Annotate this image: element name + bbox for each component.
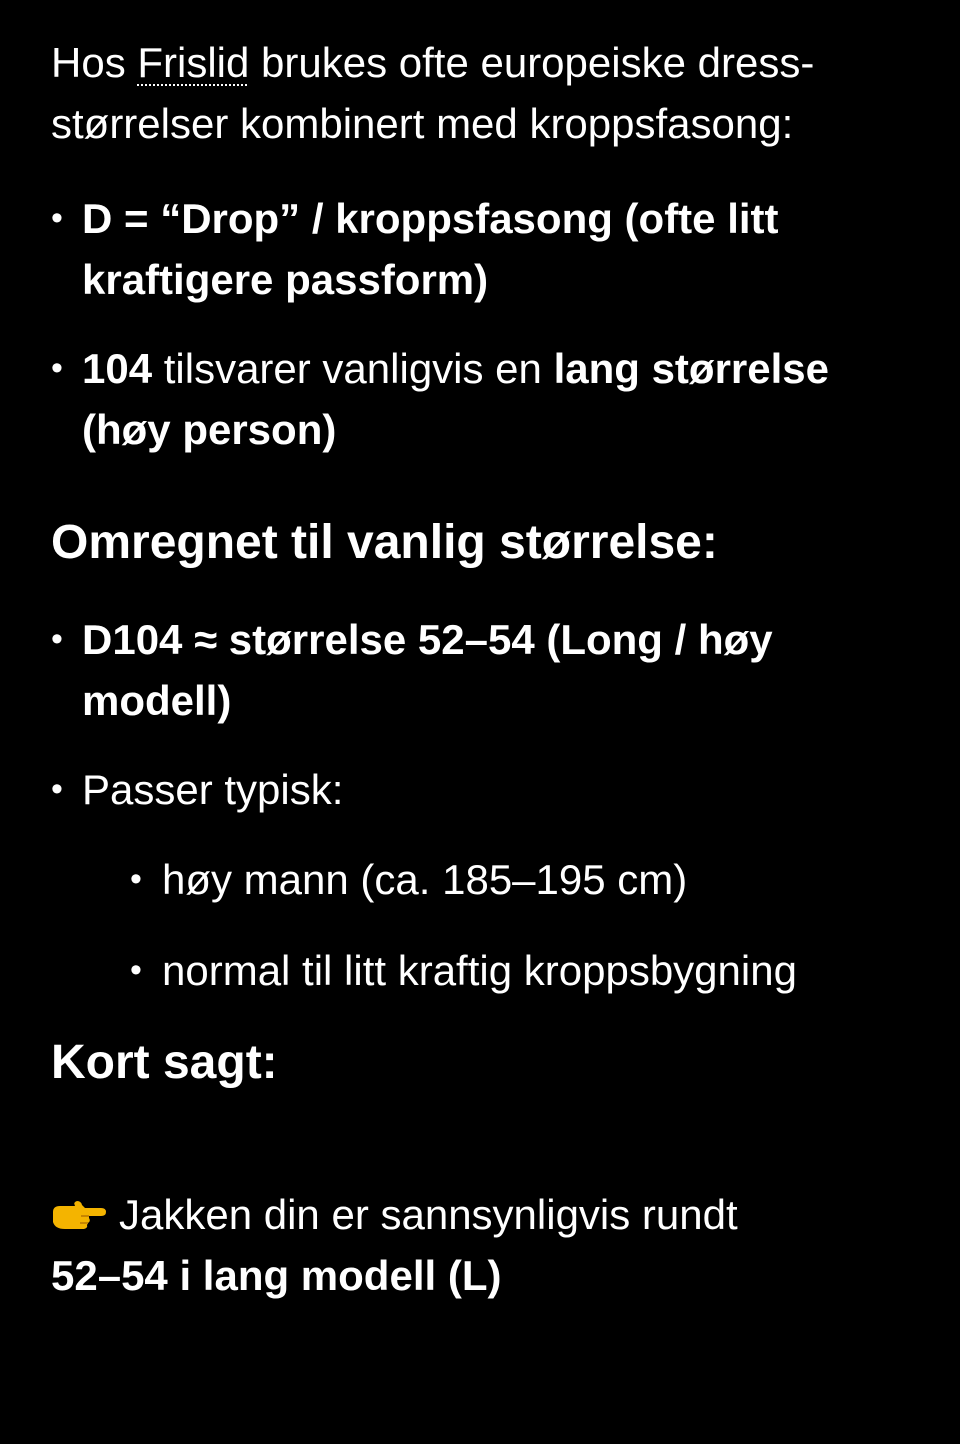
- bullet-icon: •: [51, 199, 63, 237]
- intro-prefix: Hos: [51, 39, 138, 86]
- sub-list-item: [130, 940, 911, 1001]
- list-item-bold-text: lang størrelse (høy person): [82, 345, 830, 453]
- list-item: [51, 338, 911, 460]
- sub-list-item-text: høy mann (ca. 185–195 cm): [162, 856, 688, 903]
- list-item-text: D104 ≈ størrelse 52–54 (Long / høy modell): [82, 616, 773, 724]
- intro-suffix: brukes ofte europeiske dress-størrelser kombinert med kroppsfasong:: [51, 39, 815, 147]
- bullet-icon: •: [51, 349, 63, 387]
- list-item-text: D = “Drop” / kroppsfasong (ofte litt kraftigere passform): [82, 195, 779, 303]
- bullet-icon: •: [130, 951, 142, 989]
- section-heading: Omregnet til vanlig størrelse:: [51, 516, 718, 569]
- list-item-text: tilsvarer vanligvis en: [152, 345, 554, 392]
- brand-link[interactable]: Frislid: [137, 39, 250, 86]
- list-item: [51, 759, 911, 1001]
- pointing-right-hand-icon: [51, 1187, 107, 1221]
- summary-bold-text: 52–54 i lang modell (L): [51, 1252, 502, 1299]
- bullet-icon: •: [51, 620, 63, 658]
- bullet-icon: •: [51, 770, 63, 808]
- intro-paragraph: [51, 32, 911, 154]
- info-list: [51, 188, 911, 460]
- summary-heading: Kort sagt:: [51, 1036, 278, 1089]
- size-number: 104: [82, 345, 153, 392]
- summary-text: Jakken din er sannsynligvis rundt: [119, 1191, 738, 1238]
- list-item: [51, 188, 911, 310]
- conversion-list: [51, 609, 911, 1001]
- message-content: [51, 32, 911, 1306]
- sub-list-item: [130, 849, 911, 910]
- list-item: [51, 609, 911, 731]
- sub-list: [130, 849, 911, 1001]
- summary-paragraph: [51, 1184, 911, 1306]
- bullet-icon: •: [130, 860, 142, 898]
- sub-list-item-text: normal til litt kraftig kroppsbygning: [162, 947, 797, 994]
- list-item-text: Passer typisk:: [82, 766, 344, 813]
